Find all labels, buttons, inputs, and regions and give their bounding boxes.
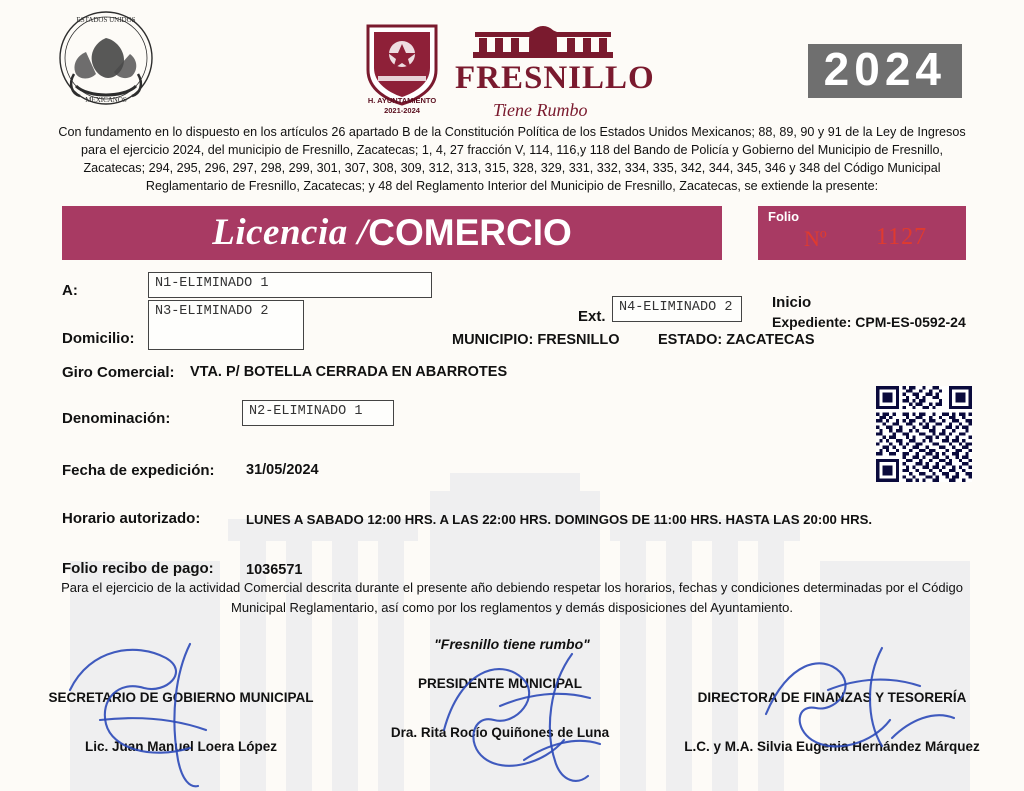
estado-value: ESTADO: ZACATECAS <box>658 331 815 348</box>
field-ext-value: N4-ELIMINADO 2 <box>612 296 742 322</box>
signature-title-tesoreria: DIRECTORA DE FINANZAS Y TESORERÍA <box>697 690 967 705</box>
label-fecha-expedicion: Fecha de expedición: <box>62 461 215 479</box>
fecha-expedicion-value: 31/05/2024 <box>246 461 319 478</box>
signature-name-secretario: Lic. Juan Manuel Loera López <box>84 739 278 754</box>
shield-caption: H. AYUNTAMIENTO 2021-2024 <box>367 96 437 116</box>
license-title-licencia: Licencia / <box>212 212 369 253</box>
fresnillo-municipal-shield-icon <box>360 20 444 108</box>
expediente-value: Expediente: CPM-ES-0592-24 <box>772 313 966 330</box>
document-header <box>0 0 1024 120</box>
signature-block-secretario <box>36 690 326 754</box>
horario-autorizado-value: LUNES A SABADO 12:00 HRS. A LAS 22:00 HRS. DOMINGOS DE 11:00 HRS. HASTA LAS 20:00 HRS. <box>246 511 873 527</box>
fresnillo-brand-logo <box>455 26 655 120</box>
title-band-row <box>0 206 1024 262</box>
svg-text:ESTADOS UNIDOS: ESTADOS UNIDOS <box>76 16 136 24</box>
label-giro-comercial: Giro Comercial: <box>62 363 175 381</box>
motto-text: "Fresnillo tiene rumbo" <box>434 636 590 652</box>
label-horario-autorizado: Horario autorizado: <box>62 509 201 527</box>
signature-block-presidente <box>360 676 640 740</box>
municipio-value: MUNICIPIO: FRESNILLO <box>452 331 620 348</box>
arch-building-icon <box>473 26 613 60</box>
license-title-band <box>62 206 722 260</box>
giro-comercial-value: VTA. P/ BOTELLA CERRADA EN ABARROTES <box>190 363 508 380</box>
field-denominacion-value: N2-ELIMINADO 1 <box>242 400 394 426</box>
year-badge: 2024 <box>808 44 962 98</box>
label-domicilio: Domicilio: <box>62 329 135 347</box>
brand-wordmark: FRESNILLO <box>455 60 655 96</box>
svg-text:MEXICANOS: MEXICANOS <box>85 96 127 104</box>
folio-number-value: 1127 <box>876 223 928 250</box>
mexico-coat-of-arms-icon <box>46 8 166 120</box>
folio-number-symbol: Nº <box>804 225 827 251</box>
signature-row <box>0 676 1024 780</box>
label-folio-recibo: Folio recibo de pago: <box>62 559 214 577</box>
footer-conditions-paragraph: Para el ejercicio de la actividad Comercial descrita durante el presente año debiendo respetar los horarios, fechas y condiciones determinadas por el Código Municipal Reglamentario, así como por los reglamentos y demás disposiciones del Ayuntamiento. <box>61 580 963 615</box>
qr-code-icon <box>876 386 972 482</box>
signature-title-presidente: PRESIDENTE MUNICIPAL <box>417 676 582 691</box>
label-a: A: <box>62 281 78 299</box>
folio-box <box>758 206 966 260</box>
signature-block-tesoreria <box>672 690 992 754</box>
folio-label: Folio <box>768 208 800 224</box>
license-fields <box>0 268 1024 698</box>
field-a-value: N1-ELIMINADO 1 <box>148 272 432 298</box>
field-domicilio-value: N3-ELIMINADO 2 <box>148 300 304 350</box>
signature-name-tesoreria: L.C. y M.A. Silvia Eugenia Hernández Márquez <box>684 739 980 754</box>
signature-name-presidente: Dra. Rita Rocío Quiñones de Luna <box>390 725 610 740</box>
license-title-comercio: COMERCIO <box>368 211 572 253</box>
brand-tagline: Tiene Rumbo <box>493 100 588 120</box>
legal-basis-paragraph: Con fundamento en lo dispuesto en los artículos 26 apartado B de la Constitución Política de los Estados Unidos Mexicanos; 88, 89, 90 y 91 de la Ley de Ingresos para el ejercicio 2024, del municipio de Fresnillo, Zacatecas; 1, 4, 27 fracción V, 114, 116,y 118 del Bando de Policía y Gobierno del Municipio de Fresnillo, Zacatecas; 294, 295, 296, 297, 298, 299, 301, 307, 308, 309, 312, 313, 315, 328, 329, 331, 332, 334, 335, 342, 344, 345, 346 y 348 del Código Municipal Reglamentario de Fresnillo, Zacatecas; y 48 del Reglamento Interior del Municipio de Fresnillo, Zacatecas, se extiende la presente: <box>58 125 966 193</box>
signature-title-secretario: SECRETARIO DE GOBIERNO MUNICIPAL <box>48 690 314 705</box>
label-ext: Ext. <box>578 307 606 325</box>
folio-recibo-value: 1036571 <box>246 561 303 578</box>
label-denominacion: Denominación: <box>62 409 171 427</box>
label-inicio: Inicio <box>772 293 812 311</box>
